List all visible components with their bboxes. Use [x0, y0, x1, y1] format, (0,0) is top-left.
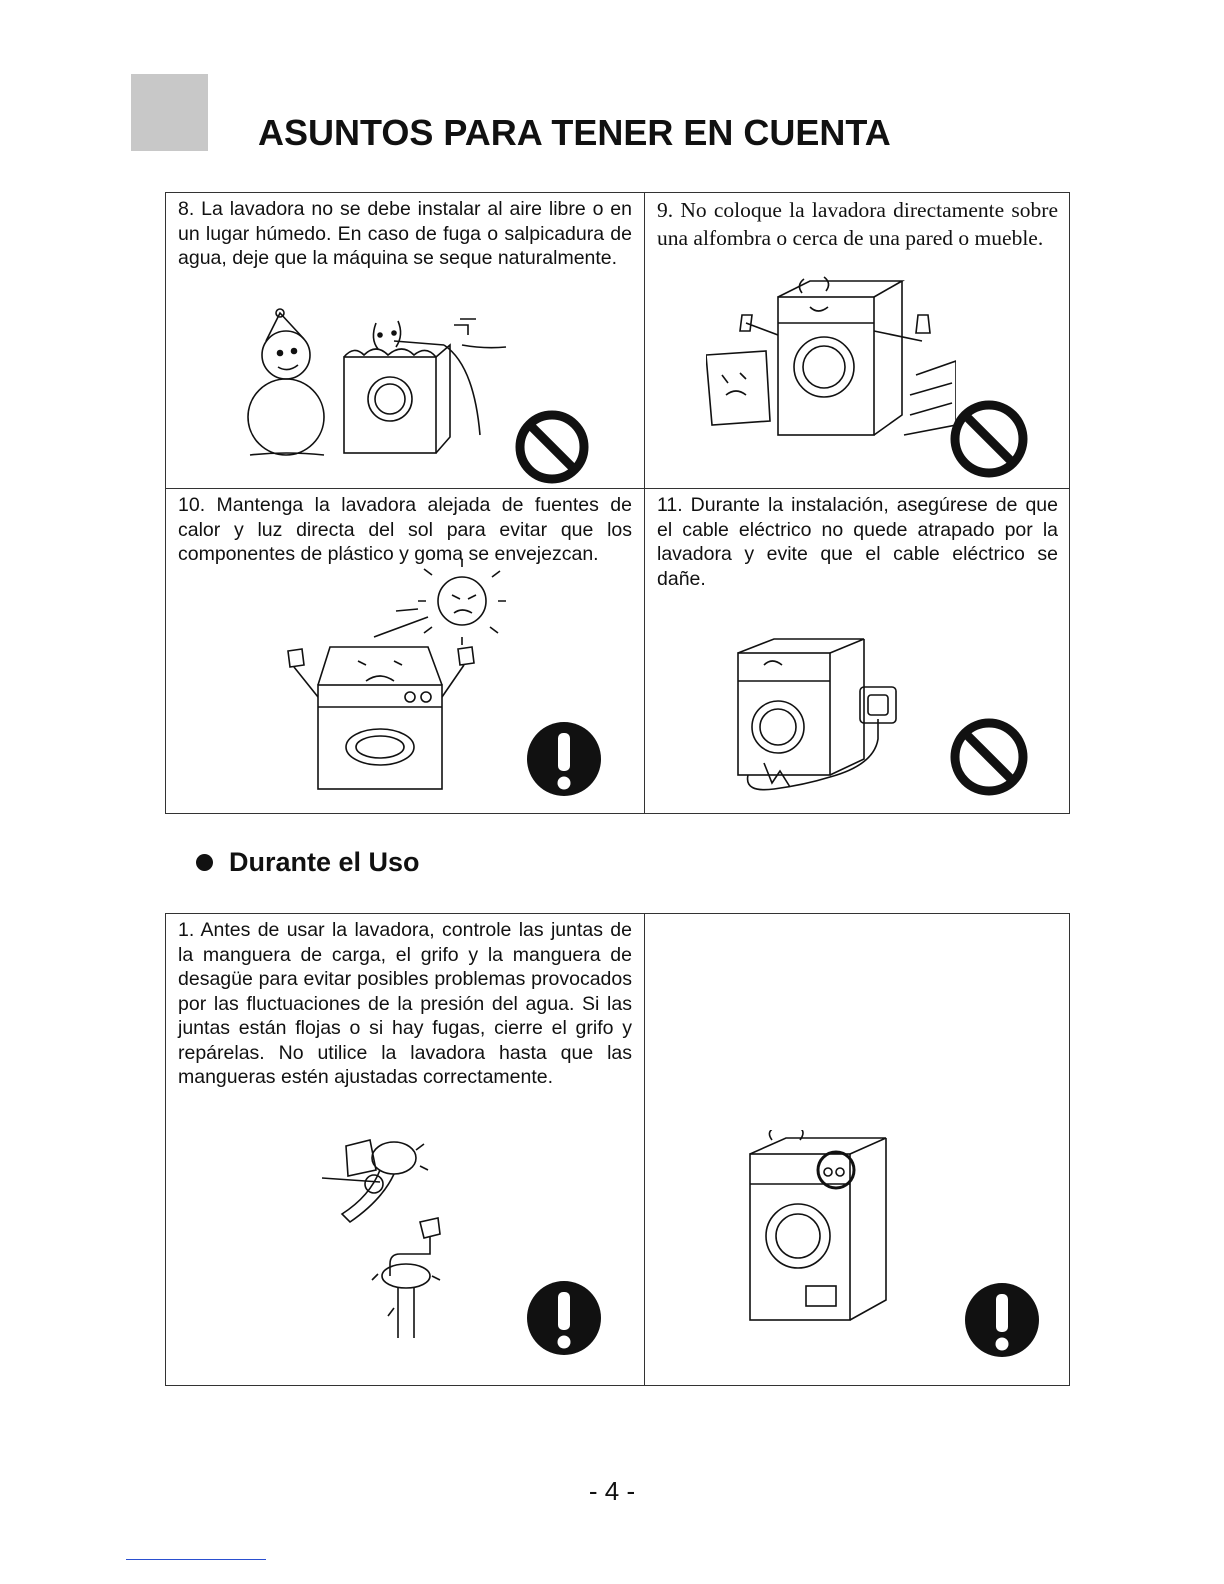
- footer-divider: [126, 1559, 266, 1560]
- prohibition-icon: [949, 399, 1029, 479]
- page-number: - 4 -: [588, 1476, 636, 1506]
- snowman-washer-illustration: [244, 305, 514, 465]
- bullet-icon: [196, 854, 213, 871]
- washer-knob-illustration: [746, 1130, 896, 1326]
- prohibition-icon: [514, 409, 590, 485]
- hose-tap-illustration: [320, 1126, 480, 1338]
- section-heading: [196, 847, 420, 878]
- precautions-table: [165, 192, 1070, 814]
- exclamation-icon: [964, 1282, 1040, 1358]
- section-marker-block: [131, 74, 208, 151]
- section-heading-text: Durante el Uso: [229, 847, 420, 877]
- washer-near-wall-illustration: [706, 275, 956, 447]
- exclamation-icon: [526, 721, 602, 797]
- washer-cable-illustration: [734, 635, 914, 805]
- item-8-text: 8. La lavadora no se debe instalar al aire libre o en un lugar húmedo. En caso de fuga o salpicadura de agua, deje que la máquina se seque naturalmente.: [178, 198, 632, 269]
- exclamation-icon: [526, 1280, 602, 1356]
- item-10-text: 10. Mantenga la lavadora alejada de fuentes de calor y luz directa del sol para evitar que los componentes de plástico y goma se envejezcan.: [178, 494, 632, 565]
- washer-sun-illustration: [278, 557, 508, 793]
- page-title: ASUNTOS PARA TENER EN CUENTA: [258, 112, 891, 153]
- item-9-text: 9. No coloque la lavadora directamente sobre una alfombra o cerca de una pared o mueble.: [657, 198, 1058, 250]
- use-item-1-text: 1. Antes de usar la lavadora, controle las juntas de la manguera de carga, el grifo y la manguera de desagüe para evitar posibles problemas provocados por las fluctuaciones de la presión del agua. Si las juntas están flojas o si hay fugas, cierre el grifo y repárelas. No utilice la lavadora hasta que las mangueras estén ajustadas correctamente.: [178, 919, 632, 1088]
- item-11-text: 11. Durante la instalación, asegúrese de que el cable eléctrico no quede atrapado por la lavadora y evite que el cable eléctrico se dañe.: [657, 494, 1058, 590]
- prohibition-icon: [949, 717, 1029, 797]
- usage-table: [165, 913, 1070, 1386]
